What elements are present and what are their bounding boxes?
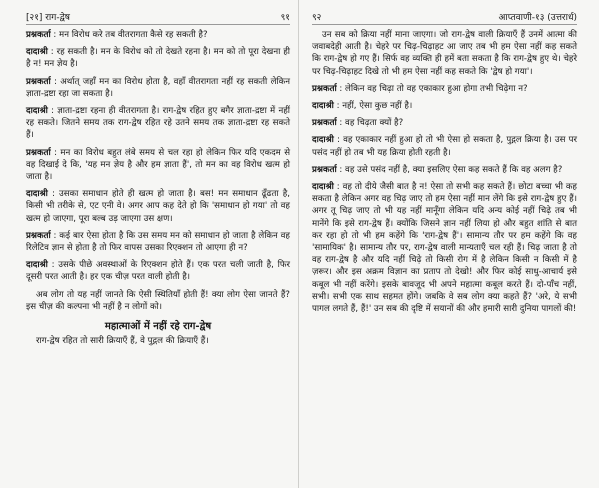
right-header-title: आप्तवाणी-१३ (उत्तरार्ध): [498, 13, 577, 23]
paragraph: [312, 181, 577, 315]
left-page-number: ९१: [280, 13, 290, 23]
paragraph-text: : वह एकाकार नहीं हुआ हो तो भी ऐसा हो सकता है, पुद्गल क्रिया है। उस पर पसंद नहीं हो तब भी यह क्रिया होती रहती है।: [312, 135, 577, 158]
speaker-label: दादाश्री: [26, 189, 48, 200]
after-heading-paragraph: [26, 335, 290, 347]
paragraph-text: : उसका समाधान होते ही खत्म हो जाता है। बस! मन समाधान ढूँढता है, किसी भी तरीके से, एट एनी वे। अगर आप कह देते हो कि 'समाधान हो गया' तो वह खत्म हो जाएगा, पूरा बल्ब उड़ जाएगा उस क्षण।: [26, 189, 290, 224]
paragraph-text: : मन का विरोध बहुत लंबे समय से चल रहा हो लेकिन फिर यदि एकदम से वह दिखाई दे कि, 'यह मन ज्ञेय है और हम ज्ञाता हैं', तो मन का वह विरोध खत्म हो जाता है।: [26, 147, 290, 183]
speaker-label: दादाश्री: [26, 47, 48, 58]
paragraph-text: : नहीं, ऐसा कुछ नहीं है।: [333, 101, 413, 112]
left-page-header: [26, 10, 290, 25]
paragraph: [26, 29, 290, 41]
left-page-body: [26, 29, 290, 313]
paragraph-text: : कई बार ऐसा होता है कि उस समय मन को समाधान हो जाता है लेकिन वह रिलेटिव ज्ञान से होता है तो फिर वापस उसका रिएक्शन तो आएगा ही न?: [26, 230, 290, 254]
speaker-label: दादाश्री: [312, 101, 334, 112]
paragraph: [26, 259, 290, 283]
paragraph: [312, 29, 577, 78]
paragraph: [312, 134, 577, 158]
speaker-label: प्रश्नकर्ता: [26, 30, 51, 40]
right-page-header: [312, 10, 577, 25]
right-page: [300, 0, 599, 488]
left-page: [0, 0, 299, 488]
paragraph-text: अब लोग तो यह नहीं जानते कि ऐसी स्थितियाँ होती हैं! क्या लोग ऐसा जानते हैं? इस चीज़ की कल्पना भी नहीं है न लोगों को।: [26, 289, 290, 312]
speaker-label: दादाश्री: [312, 135, 334, 146]
speaker-label: दादाश्री: [312, 182, 334, 193]
paragraph: [26, 188, 290, 225]
paragraph: [312, 100, 577, 112]
paragraph: [26, 105, 290, 142]
speaker-label: प्रश्नकर्ता: [312, 118, 337, 129]
paragraph: [312, 83, 577, 95]
paragraph: [26, 289, 290, 313]
paragraph-text: राग-द्वेष रहित तो सारी क्रियाएँ हैं, वे पुद्गल की क्रियाएँ हैं।: [36, 336, 209, 347]
paragraph: [26, 76, 290, 100]
section-heading: महात्माओं में नहीं रहे राग-द्वेष: [104, 321, 212, 333]
speaker-label: प्रश्नकर्ता: [26, 230, 51, 241]
paragraph-text: : अर्थात् जहाँ मन का विरोध होता है, वहाँ वीतरागता नहीं रह सकती लेकिन ज्ञाता-द्रष्टा रहा जा सकता है।: [26, 76, 290, 99]
paragraph-text: : ज्ञाता-द्रष्टा रहना ही वीतरागता है। राग-द्वेष रहित हुए बगैर ज्ञाता-द्रष्टा में नहीं रह सकते। जितने समय तक राग-द्वेष रहित रहे उतने समय तक ज्ञाता-द्रष्टा रह सकते हैं।: [26, 106, 290, 141]
paragraph-text: : मन विरोध करे तब वीतरागता कैसे रह सकती है?: [50, 30, 208, 40]
speaker-label: प्रश्नकर्ता: [312, 164, 337, 175]
paragraph-text: : वह उसे पसंद नहीं है, क्या इसलिए ऐसा कह सकते हैं कि वह अलग है?: [336, 164, 563, 175]
speaker-label: दादाश्री: [26, 106, 48, 117]
paragraph: [312, 164, 577, 176]
paragraph: [26, 147, 290, 184]
paragraph: [312, 117, 577, 129]
speaker-label: प्रश्नकर्ता: [26, 76, 51, 87]
left-header-title: [२१] राग-द्वेष: [26, 13, 70, 23]
speaker-label: प्रश्नकर्ता: [26, 147, 51, 158]
right-page-number: ९२: [312, 13, 322, 23]
paragraph-text: : वह चिढ़ता क्यों है?: [336, 118, 404, 129]
right-page-body: [312, 29, 577, 315]
paragraph-text: : रह सकती है। मन के विरोध को तो देखते रहना है। मन को तो पूरा देखना ही है न! मन ज्ञेय है।: [26, 47, 290, 70]
paragraph: [26, 230, 290, 254]
paragraph: [26, 46, 290, 70]
speaker-label: प्रश्नकर्ता: [312, 83, 337, 94]
paragraph-text: : उसके पीछे अवस्थाओं के रिएक्शन होते हैं। एक परत चली जाती है, फिर दूसरी परत आती है। हर एक चीज़ परत वाली होती है।: [26, 260, 290, 283]
paragraph-text: : लेकिन वह चिढ़ा तो वह एकाकार हुआ होगा तभी चिढ़ेगा न?: [336, 83, 528, 94]
paragraph-text: उन सब को क्रिया नहीं माना जाएगा। जो राग-द्वेष वाली क्रियाएँ हैं उनमें आत्मा की जवाबदेही आती है। चेहरे पर चिढ़-चिढ़ाहट आ जाए तब भी हम ऐसा नहीं कह सकते कि राग-द्वेष हो गए हैं। सिर्फ वह व्यक्ति ही हमें बता सकता है कि राग-द्वेष हुए थे। चेहरे पर चिढ़-चिढ़ाहट दिखे तो भी हम ऐसा नहीं कह सकते कि 'द्वेष हो गया'।: [312, 30, 577, 77]
speaker-label: दादाश्री: [26, 260, 48, 271]
paragraph-text: : वह तो दीये जैसी बात है न! ऐसा तो सभी कह सकते हैं। छोटा बच्चा भी कह सकता है लेकिन अगर वह चिढ़ जाए तो हम ऐसा नहीं मान लेंगे कि इसे राग-द्वेष हुए हैं। अगर तू चिढ़ जाए तो भी यह नहीं मानूँगा लेकिन यदि अन्य कोई नहीं चिढ़े तब भी मानेंगे कि इसे राग-द्वेष हैं। क्योंकि जिसने ज्ञान नहीं लिया हो और बहुत शांति से बात कर रहा हो तो भी हम कहेंगे कि 'राग-द्वेष हैं'। सामान्य तौर पर हम कहेंगे कि वह 'सामायिक' है। सामान्य तौर पर, राग-द्वेष वाली मान्यताएँ चल रही हैं। चिढ़ जाता है तो वह राग-द्वेष है और यदि नहीं चिढ़े तो किसी रोग में है लेकिन किसी न किसी में है ज़रूर। और इस अक्रम विज्ञान का प्रताप तो देखो! और फिर कोई साधु-आचार्य इसे कबूल भी नहीं करेंगे। इसके बावजूद भी अपने महात्मा कबूल करते हैं। दो-पाँच नहीं, सभी। सभी एक साथ सहमत होंगे। जबकि वे सब लोग क्या कहते हैं? 'अरे, ये सभी पागल लगते हैं, हैं!' उन सब की दृष्टि में सयानों की और हमारी सारी दुनिया पागलों की!: [312, 182, 577, 315]
